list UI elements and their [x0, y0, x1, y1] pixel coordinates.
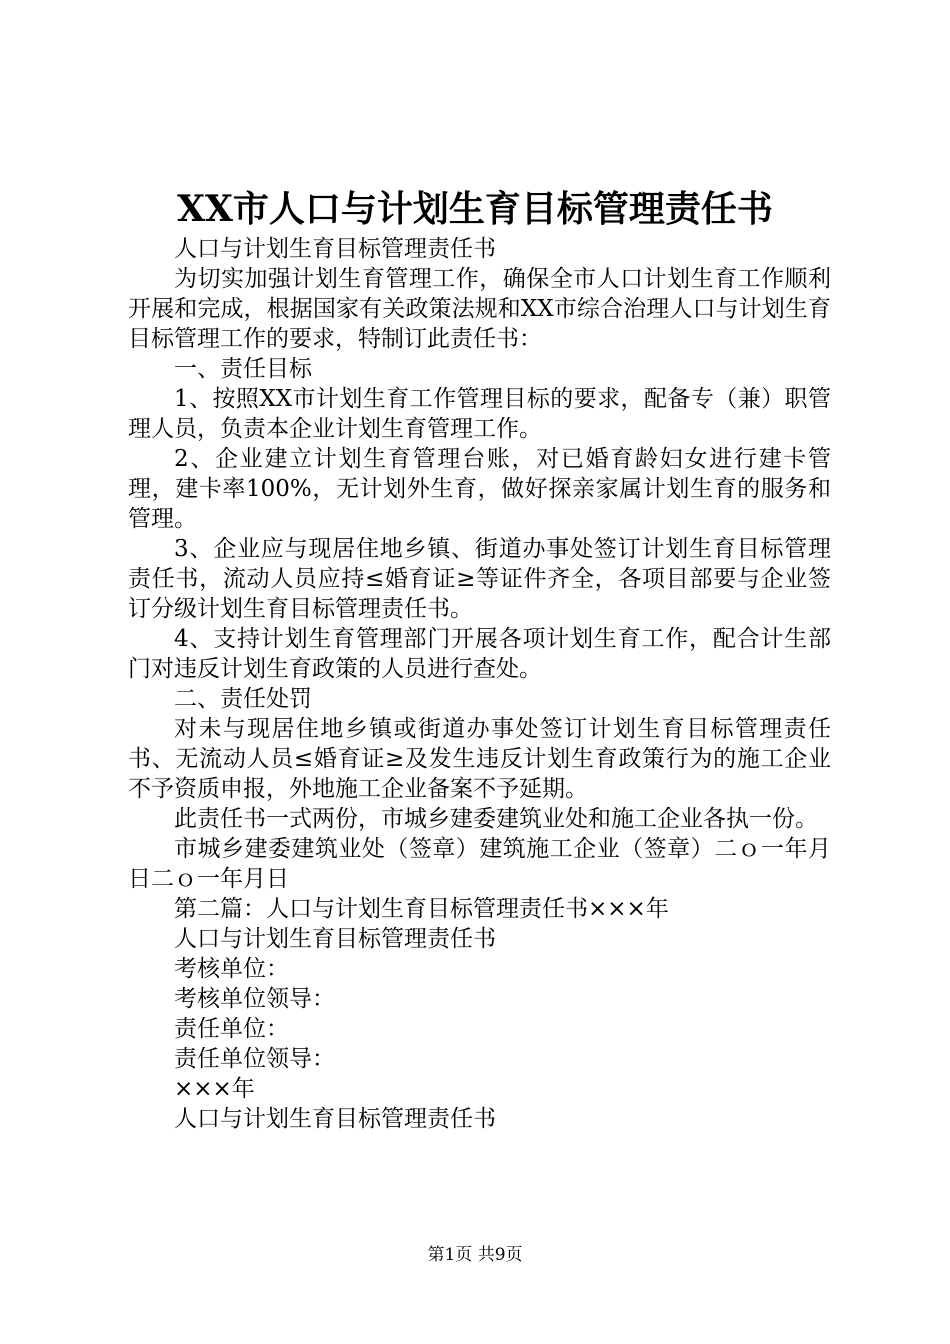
paragraph-goal-2: 2、企业建立计划生育管理台账，对已婚育龄妇女进行建卡管理，建卡率100%，无计划外生育，做好探亲家属计划生育的服务和管理。 — [128, 446, 831, 532]
field-assessing-unit-leader: 考核单位领导： — [174, 986, 335, 1012]
paragraph-goal-4: 4、支持计划生育管理部门开展各项计划生育工作，配合计生部门对违反计划生育政策的人员进行查处。 — [128, 626, 831, 682]
paragraph-part-two-title: 人口与计划生育目标管理责任书 — [174, 926, 496, 952]
paragraph-part-two-title-repeat: 人口与计划生育目标管理责任书 — [174, 1106, 496, 1132]
paragraph-penalty: 对未与现居住地乡镇或街道办事处签订计划生育目标管理责任书、无流动人员≤婚育证≥及发生违反计划生育政策行为的施工企业不予资质申报，外地施工企业备案不予延期。 — [128, 716, 831, 802]
field-year: ×××年 — [174, 1076, 255, 1102]
paragraph-copies: 此责任书一式两份，市城乡建委建筑业处和施工企业各执一份。 — [174, 806, 818, 832]
paragraph-goal-3: 3、企业应与现居住地乡镇、街道办事处签订计划生育目标管理责任书，流动人员应持≤婚育证≥等证件齐全，各项目部要与企业签订分级计划生育目标管理责任书。 — [128, 536, 831, 622]
section-heading-goals: 一、责任目标 — [174, 356, 312, 382]
paragraph-goal-1: 1、按照XX市计划生育工作管理目标的要求，配备专（兼）职管理人员，负责本企业计划生育管理工作。 — [128, 386, 831, 442]
paragraph-part-two-heading: 第二篇：人口与计划生育目标管理责任书×××年 — [174, 896, 669, 922]
section-heading-penalties: 二、责任处罚 — [174, 686, 312, 712]
paragraph-intro: 为切实加强计划生育管理工作，确保全市人口计划生育工作顺利开展和完成，根据国家有关政策法规和XX市综合治理人口与计划生育目标管理工作的要求，特制订此责任书： — [128, 266, 831, 352]
document-title: XX市人口与计划生育目标管理责任书 — [177, 188, 773, 230]
paragraph-subtitle: 人口与计划生育目标管理责任书 — [174, 236, 496, 262]
field-responsible-unit-leader: 责任单位领导： — [174, 1046, 335, 1072]
field-assessing-unit: 考核单位： — [174, 956, 289, 982]
field-responsible-unit: 责任单位： — [174, 1016, 289, 1042]
paragraph-signatures: 市城乡建委建筑业处（签章）建筑施工企业（签章）二ｏ一年月日二ｏ一年月日 — [128, 836, 831, 892]
page-footer: 第1页 共9页 — [427, 1245, 523, 1265]
document-body — [128, 234, 831, 1134]
